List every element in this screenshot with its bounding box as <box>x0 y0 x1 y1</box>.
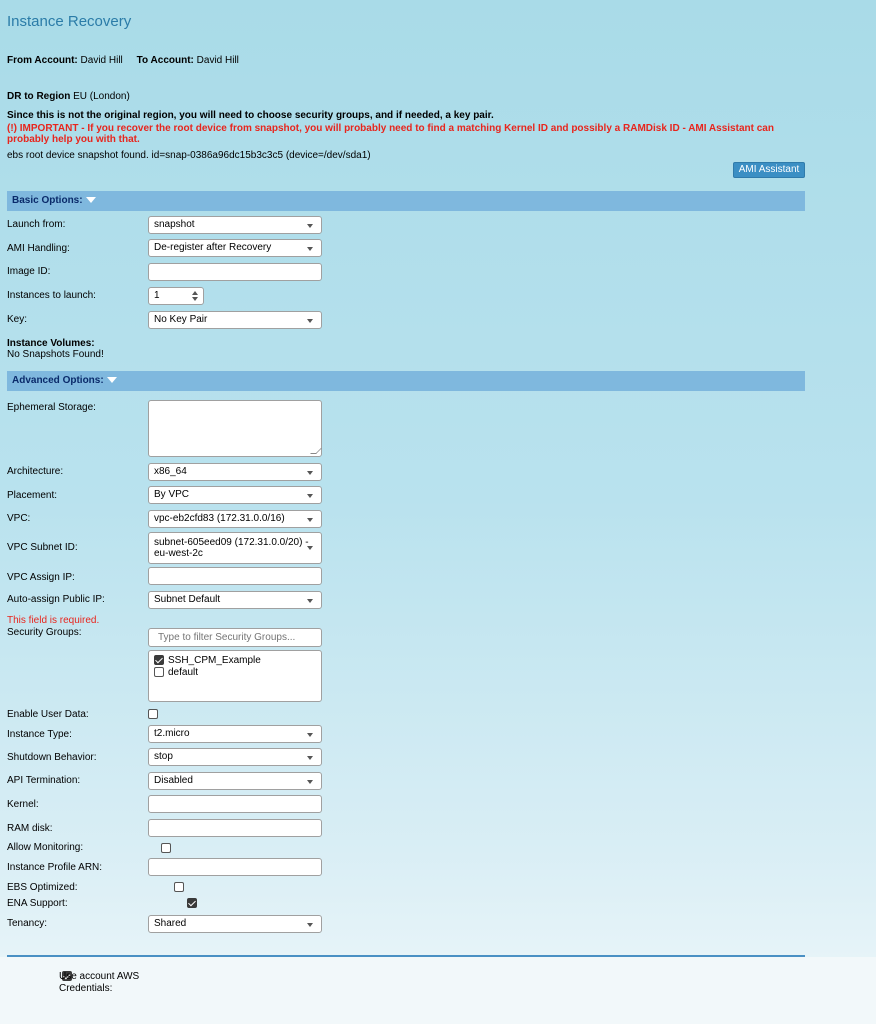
launch-from-label: Launch from: <box>7 219 66 230</box>
vpc-label: VPC: <box>7 513 31 524</box>
checkbox-unchecked-icon[interactable] <box>154 667 164 677</box>
chevron-down-icon <box>307 319 313 323</box>
tenancy-value: Shared <box>154 918 187 929</box>
ena-support-label: ENA Support: <box>7 898 68 909</box>
architecture-value: x86_64 <box>154 466 187 477</box>
enable-user-data-checkbox[interactable] <box>148 709 158 719</box>
to-account-value: David Hill <box>196 55 239 66</box>
instance-volumes-value: No Snapshots Found! <box>7 349 104 360</box>
key-value: No Key Pair <box>154 314 208 325</box>
vpc-subnet-label: VPC Subnet ID: <box>7 542 78 553</box>
vpc-assign-ip-label: VPC Assign IP: <box>7 572 75 583</box>
use-credentials-label: Use account AWS Credentials: <box>59 971 140 994</box>
key-select[interactable] <box>148 311 322 329</box>
architecture-select[interactable] <box>148 463 322 481</box>
placement-value: By VPC <box>154 489 190 500</box>
from-account-label: From Account: <box>7 55 78 66</box>
to-account-label: To Account: <box>136 55 194 66</box>
chevron-down-icon <box>307 518 313 522</box>
chevron-down-icon <box>307 733 313 737</box>
instance-type-label: Instance Type: <box>7 729 72 740</box>
dr-region-label: DR to Region <box>7 91 71 102</box>
instance-type-select[interactable] <box>148 725 322 743</box>
chevron-down-icon <box>307 599 313 603</box>
security-group-name: default <box>168 666 199 678</box>
allow-monitoring-label: Allow Monitoring: <box>7 842 84 853</box>
advanced-options-header[interactable] <box>7 371 805 391</box>
image-id-label: Image ID: <box>7 266 51 277</box>
basic-options-header[interactable] <box>7 191 805 211</box>
image-id-input[interactable] <box>148 263 322 281</box>
profile-arn-label: Instance Profile ARN: <box>7 862 103 873</box>
security-groups-label: Security Groups: <box>7 627 82 638</box>
kernel-label: Kernel: <box>7 799 39 810</box>
shutdown-value: stop <box>154 751 173 762</box>
ram-disk-input[interactable] <box>148 819 322 837</box>
important-warning: (!) IMPORTANT - If you recover the root device from snapshot, you will probably need to find a matching Kernel ID and possibly a RAMDisk ID - AMI Assistant can probably help you with that. <box>7 123 774 145</box>
dr-region <box>7 91 130 102</box>
chevron-down-icon <box>307 756 313 760</box>
ephemeral-storage-textarea[interactable] <box>148 400 322 457</box>
ebs-optimized-label: EBS Optimized: <box>7 882 78 893</box>
security-groups-filter-input[interactable] <box>148 628 322 647</box>
allow-monitoring-checkbox[interactable] <box>161 843 171 853</box>
ami-assistant-button[interactable]: AMI Assistant <box>733 162 805 178</box>
region-notice: Since this is not the original region, you will need to choose security groups, and if needed, a key pair. <box>7 110 494 121</box>
chevron-down-icon <box>107 377 117 383</box>
chevron-down-icon <box>307 494 313 498</box>
api-termination-label: API Termination: <box>7 775 81 786</box>
chevron-down-icon <box>307 247 313 251</box>
stepper-down-icon[interactable] <box>192 297 198 301</box>
from-account-value: David Hill <box>80 55 123 66</box>
ephemeral-storage-label: Ephemeral Storage: <box>7 402 96 413</box>
list-item[interactable] <box>154 654 316 666</box>
stepper-up-icon[interactable] <box>192 291 198 295</box>
required-error: This field is required. <box>7 615 100 626</box>
resize-grip-icon[interactable] <box>310 448 322 454</box>
chevron-down-icon <box>307 224 313 228</box>
launch-from-select[interactable] <box>148 216 322 234</box>
placement-label: Placement: <box>7 490 58 501</box>
chevron-down-icon <box>307 780 313 784</box>
shutdown-label: Shutdown Behavior: <box>7 752 97 763</box>
shutdown-select[interactable] <box>148 748 322 766</box>
architecture-label: Architecture: <box>7 466 64 477</box>
account-info <box>7 55 239 66</box>
api-termination-select[interactable] <box>148 772 322 790</box>
page-title: Instance Recovery <box>7 13 132 30</box>
instance-volumes-label: Instance Volumes: <box>7 338 95 349</box>
ebs-optimized-checkbox[interactable] <box>174 882 184 892</box>
basic-options-title: Basic Options: <box>12 195 83 206</box>
vpc-subnet-select[interactable] <box>148 532 322 564</box>
security-groups-list[interactable] <box>148 650 322 702</box>
placement-select[interactable] <box>148 486 322 504</box>
checkbox-checked-icon[interactable] <box>154 655 164 665</box>
security-group-name: SSH_CPM_Example <box>168 654 261 666</box>
public-ip-value: Subnet Default <box>154 594 221 605</box>
profile-arn-input[interactable] <box>148 858 322 876</box>
vpc-subnet-value-line1: subnet-605eed09 (172.31.0.0/20) - <box>154 537 309 548</box>
vpc-select[interactable] <box>148 510 322 528</box>
ena-support-checkbox[interactable] <box>187 898 197 908</box>
chevron-down-icon <box>86 197 96 203</box>
ram-disk-label: RAM disk: <box>7 823 53 834</box>
vpc-assign-ip-input[interactable] <box>148 567 322 585</box>
tenancy-select[interactable] <box>148 915 322 933</box>
kernel-input[interactable] <box>148 795 322 813</box>
snapshot-info: ebs root device snapshot found. id=snap-0386a96dc15b3c3c5 (device=/dev/sda1) <box>7 150 371 161</box>
key-label: Key: <box>7 314 28 325</box>
ami-handling-label: AMI Handling: <box>7 243 70 254</box>
api-termination-value: Disabled <box>154 775 193 786</box>
vpc-value: vpc-eb2cfd83 (172.31.0.0/16) <box>154 513 285 524</box>
instances-label: Instances to launch: <box>7 290 96 301</box>
public-ip-label: Auto-assign Public IP: <box>7 594 105 605</box>
enable-user-data-label: Enable User Data: <box>7 709 89 720</box>
chevron-down-icon <box>307 546 313 550</box>
launch-from-value: snapshot <box>154 219 195 230</box>
public-ip-select[interactable] <box>148 591 322 609</box>
instances-value: 1 <box>154 290 160 301</box>
list-item[interactable] <box>154 666 316 678</box>
advanced-options-title: Advanced Options: <box>12 375 104 386</box>
chevron-down-icon <box>307 923 313 927</box>
footer-divider <box>7 955 805 957</box>
ami-handling-value: De-register after Recovery <box>154 242 272 253</box>
tenancy-label: Tenancy: <box>7 918 48 929</box>
instances-stepper[interactable] <box>148 287 204 305</box>
ami-handling-select[interactable] <box>148 239 322 257</box>
vpc-subnet-value-line2: eu-west-2c <box>154 548 203 559</box>
chevron-down-icon <box>307 471 313 475</box>
dr-region-value: EU (London) <box>73 91 130 102</box>
instance-type-value: t2.micro <box>154 728 190 739</box>
